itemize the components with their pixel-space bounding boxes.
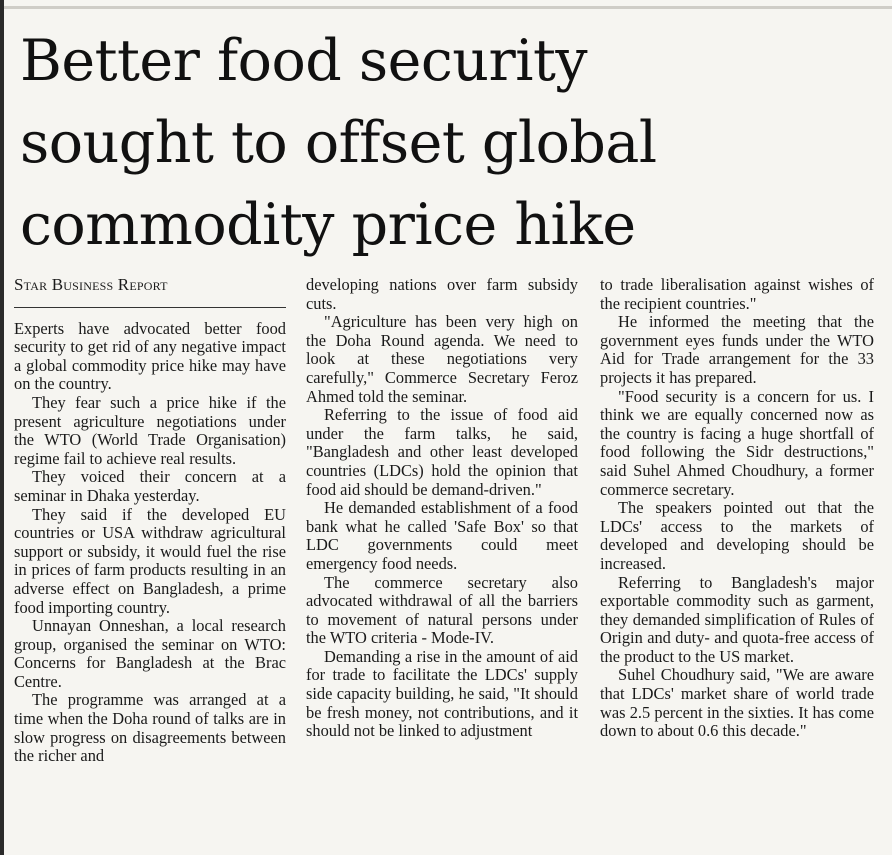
paragraph: The commerce secretary also advocated withdrawal of all the barriers to movement of natural persons under the WTO criteria - Mode-IV. [306,572,578,648]
paragraph: The speakers pointed out that the LDCs' access to the markets of developed and developing should be increased. [600,498,874,573]
article-column-2 [306,276,578,741]
article-column-1 [14,271,286,766]
paragraph: The programme was arranged at a time when the Doha round of talks are in slow progress on disagreements between the richer and [14,690,286,766]
page-top-rule [0,6,892,9]
paragraph: Referring to the issue of food aid under the farm talks, he said, "Bangladesh and other least developed countries (LDCs) hold the opinion that food aid should be demand-driven." [306,405,578,499]
headline-line-3: commodity price hike [20,192,636,258]
paragraph: They fear such a price hike if the present agriculture negotiations under the WTO (World Trade Organisation) regime fail to achieve real results. [14,392,286,468]
scan-edge [0,0,4,855]
headline-line-1: Better food security [20,28,588,94]
paragraph: developing nations over farm subsidy cuts. [306,275,578,313]
paragraph: Suhel Choudhury said, "We are aware that LDCs' market share of world trade was 2.5 percent in the sixties. It has come down to about 0.6 this decade." [600,665,874,741]
byline: Star Business Report [14,275,168,294]
paragraph: They voiced their concern at a seminar in Dhaka yesterday. [14,467,286,505]
paragraph: He informed the meeting that the government eyes funds under the WTO Aid for Trade arrangement for the 33 projects it has prepared. [600,312,874,387]
paragraph: "Agriculture has been very high on the Doha Round agenda. We need to look at these negotiations very carefully," Commerce Secretary Feroz Ahmed told the seminar. [306,312,578,406]
headline-line-2: sought to offset global [20,110,657,176]
paragraph: Referring to Bangladesh's major exportable commodity such as garment, they demanded simplification of Rules of Origin and duty- and quota-free access of the product to the US market. [600,572,874,666]
paragraph: He demanded establishment of a food bank what he called 'Safe Box' so that LDC governments could meet emergency food needs. [306,498,578,573]
paragraph: They said if the developed EU countries or USA withdraw agricultural support or subsidy, it would fuel the rise in prices of farm products resulting in an adverse effect on Bangladesh, a prime food importing country. [14,504,286,617]
article-headline [20,20,880,266]
paragraph: Experts have advocated better food security to get rid of any negative impact a global commodity price hike may have on the country. [14,318,286,394]
paragraph: "Food security is a concern for us. I think we are equally concerned now as the country is facing a huge shortfall of food following the Sidr destructions," said Suhel Ahmed Choudhury, a former commerce secretary. [600,386,874,499]
paragraph: Unnayan Onneshan, a local research group, organised the seminar on WTO: Concerns for Bangladesh at the Brac Centre. [14,616,286,691]
paragraph: to trade liberalisation against wishes of the recipient countries." [600,275,874,313]
paragraph: Demanding a rise in the amount of aid for trade to facilitate the LDCs' supply side capacity building, he said, "It should be fresh money, not contributions, and it should not be linked to adjustment [306,646,578,741]
article-column-3 [600,276,874,741]
byline-rule [14,307,286,308]
